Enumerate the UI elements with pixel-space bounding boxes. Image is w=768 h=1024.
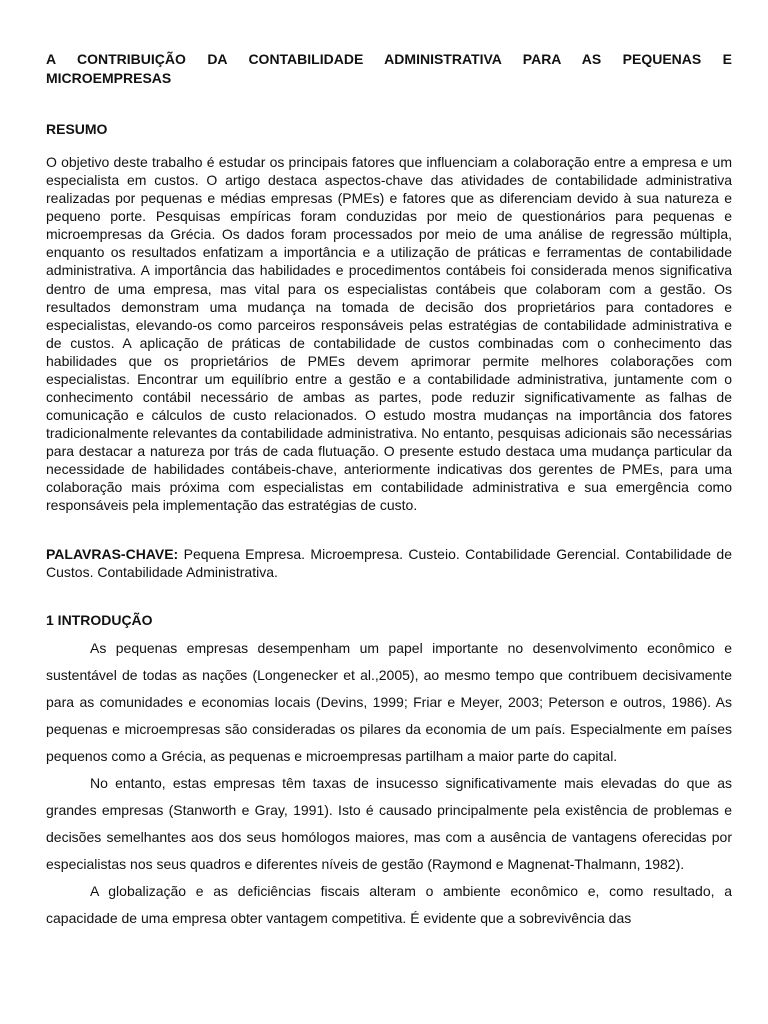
keywords-label: PALAVRAS-CHAVE:	[46, 546, 179, 562]
introduction-heading: 1 INTRODUÇÃO	[46, 612, 153, 628]
body-paragraph: A globalização e as deficiências fiscais alteram o ambiente econômico e, como resultado, a capacidade de uma empresa obter vantagem competitiva. É evidente que a sobrevivência das	[46, 883, 732, 926]
keywords-text: Pequena Empresa. Microempresa. Custeio. Contabilidade Gerencial. Contabilidade de Custos. Contabilidade Administrativa.	[46, 546, 732, 580]
body-paragraph: No entanto, estas empresas têm taxas de insucesso significativamente mais elevadas do que as grandes empresas (Stanworth e Gray, 1991). Isto é causado principalmente pela existência de problemas e decisões semelhantes aos dos seus homólogos maiores, mas com a ausência de vantagens oferecidas por especialistas nos seus quadros e diferentes níveis de gestão (Raymond e Magnenat-Thalmann, 1982).	[46, 775, 732, 872]
abstract-text: O objetivo deste trabalho é estudar os principais fatores que influenciam a colaboração entre a empresa e um especialista em custos. O artigo destaca aspectos-chave das atividades de contabilidade administrativa realizadas por pequenas e médias empresas (PMEs) e fatores que as diferenciam devido à sua natureza e pequeno porte. Pesquisas empíricas foram conduzidas por meio de questionários para pequenas e microempresas da Grécia. Os dados foram processados por meio de uma análise de regressão múltipla, enquanto os resultados enfatizam a importância e a utilização de práticas e ferramentas de contabilidade administrativa. A importância das habilidades e procedimentos contábeis foi considerada menos significativa dentro de uma empresa, mas vital para os especialistas contábeis que colaboram com a gestão. Os resultados demonstram uma mudança na tomada de decisão dos proprietários para contadores e especialistas, elevando-os como parceiros responsáveis pelas estratégias de contabilidade administrativa e de custos. A aplicação de práticas de contabilidade de custos combinadas com o conhecimento das habilidades que os proprietários de PMEs devem aprimorar permite melhores colaborações com especialistas. Encontrar um equilíbrio entre a gestão e a contabilidade administrativa, juntamente com o conhecimento contábil necessário de ambas as partes, pode reduzir significativamente as falhas de comunicação e cálculos de custo relacionados. O estudo mostra mudanças na importância dos fatores tradicionalmente relevantes da contabilidade administrativa. No entanto, pesquisas adicionais são necessárias para destacar a natureza por trás de cada flutuação. O presente estudo destaca uma mudança particular da necessidade de habilidades contábeis-chave, anteriormente indicativas dos gerentes de PMEs, para uma colaboração mais próxima com especialistas em contabilidade administrativa e sua emergência como responsáveis pela implementação das estratégias de custo.	[46, 154, 732, 514]
keywords-paragraph	[46, 545, 732, 581]
abstract-heading: RESUMO	[46, 121, 108, 137]
introduction-body	[46, 635, 732, 932]
document-page	[46, 50, 732, 926]
document-title: A CONTRIBUIÇÃO DA CONTABILIDADE ADMINISTRATIVA PARA AS PEQUENAS E MICROEMPRESAS	[46, 51, 732, 86]
body-paragraph: As pequenas empresas desempenham um papel importante no desenvolvimento econômico e sustentável de todas as nações (Longenecker et al.,2005), ao mesmo tempo que contribuem decisivamente para as comunidades e economias locais (Devins, 1999; Friar e Meyer, 2003; Peterson e outros, 1986). As pequenas e microempresas são consideradas os pilares da economia de um país. Especialmente em países pequenos como a Grécia, as pequenas e microempresas partilham a maior parte do capital.	[46, 640, 732, 764]
